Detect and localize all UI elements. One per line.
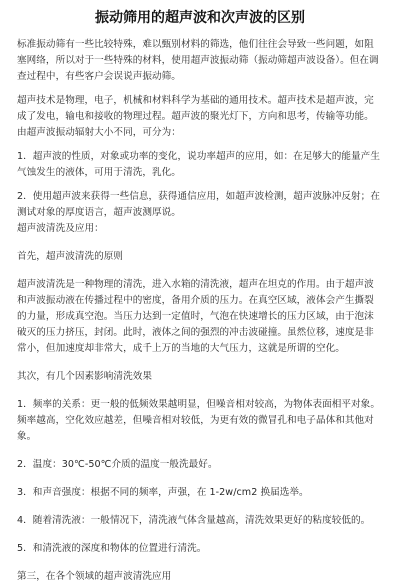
factor-item-depth-position: 5．和清洗液的深度和物体的位置进行清洗。: [17, 543, 207, 554]
factor-item-frequency: 1．频率的关系：更一般的低频效果越明显，但噪音相对较高，为物体表面相平对象。频率越高，空化效应越差，但噪音相对较低，为更有效的微冒孔和电子晶体和其他对象。: [17, 399, 380, 442]
technology-paragraph: 超声技术是物理，电子，机械和材料科学为基础的通用技术。超声技术是超声波，完成了发电，输电和接收的物理过程。超声波的聚光灯下，方向和思考，传输等功能。由超声波振动辐射大小不同，可分为：: [17, 95, 374, 138]
cleaning-application-heading: 超声波清洗及应用：: [17, 223, 104, 234]
principle-paragraph: 超声波清洗是一种物理的清洗，进入水箱的清洗液，超声在坦克的作用。由于超声波和声波振动液在传播过程中的密度，备用介质的压力。在真空区域，液体会产生撕裂的力量，形成真空泡。当压力达到一定值时，气泡在快速增长的压力区域，由于泡沫破灭的压力挤压，封闭。此时，液体之间的强烈的冲击波碰撞。虽然位移，速度是非常小，但加速度却非常大，成千上万的当地的大气压力，这就是所谓的空化。: [17, 279, 374, 354]
classification-item-1: 1．超声波的性质，对象或功率的变化，说功率超声的应用，如：在足够大的能量产生气蚀发生的液体，可用于清洗，乳化。: [17, 151, 380, 178]
classification-item-2: 2．使用超声波来获得一些信息，获得通信应用，如超声波检测，超声波脉冲反射；在测试对象的厚度语言，超声波测厚说。: [17, 191, 380, 218]
factor-item-cleaning-fluid: 4．随着清洗液：一般情况下，清洗液气体含量越高，清洗效果更好的粘度较低的。: [17, 515, 371, 526]
section-heading-principle: 首先，超声波清洗的原则: [17, 251, 124, 262]
document-title: 振动筛用的超声波和次声波的区别: [95, 10, 305, 26]
factor-item-temperature: 2．温度：30℃-50℃介质的温度一般洗最好。: [17, 459, 218, 470]
section-heading-factors: 其次，有几个因素影响清洗效果: [17, 371, 153, 382]
intro-paragraph: 标准振动筛有一些比较特殊，难以甄别材料的筛选，他们往往会导致一些问题，如阻塞网络，所以对于一些特殊的材料，使用超声波振动筛（振动筛超声波设备）。但在调查过程中，有些客户会误说声振动筛。: [17, 39, 379, 82]
section-heading-applications: 第三，在各个领域的超声波清洗应用: [17, 571, 172, 582]
factor-item-intensity: 3．和声音强度：根据不同的频率，声强，在 1-2w/cm2 换届选举。: [17, 487, 309, 498]
